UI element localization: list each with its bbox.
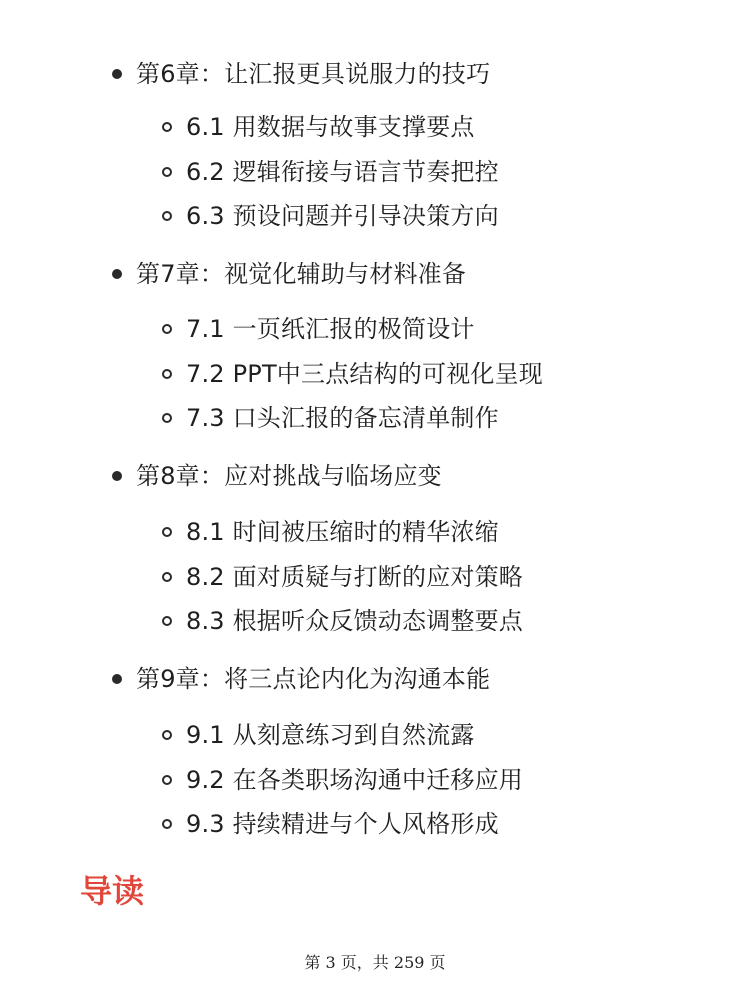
chapter-title: 第9章：将三点论内化为沟通本能 — [136, 664, 491, 693]
section-title: 8.1 时间被压缩时的精华浓缩 — [186, 517, 499, 546]
section-title: 6.1 用数据与故事支撑要点 — [186, 112, 475, 141]
section-title: 8.2 面对质疑与打断的应对策略 — [186, 562, 523, 591]
bullet-disc-icon — [112, 69, 122, 79]
toc-section-8-2 — [162, 559, 722, 595]
section-title: 7.3 口头汇报的备忘清单制作 — [186, 403, 499, 432]
toc-section-6-2 — [162, 154, 722, 190]
bullet-circle-icon — [162, 572, 172, 582]
toc-chapter-8 — [112, 456, 712, 496]
toc-section-8-3 — [162, 603, 722, 639]
section-title: 9.3 持续精进与个人风格形成 — [186, 809, 499, 838]
toc-chapter-9 — [112, 659, 712, 699]
toc-section-6-1 — [162, 109, 722, 145]
toc-section-7-1 — [162, 311, 722, 347]
bullet-disc-icon — [112, 471, 122, 481]
toc-chapter-6 — [112, 54, 712, 94]
toc-section-9-3 — [162, 806, 722, 842]
bullet-disc-icon — [112, 269, 122, 279]
section-title: 9.1 从刻意练习到自然流露 — [186, 720, 475, 749]
bullet-circle-icon — [162, 527, 172, 537]
page-number-footer: 第 3 页，共 259 页 — [304, 953, 446, 972]
bullet-circle-icon — [162, 730, 172, 740]
toc-section-7-3 — [162, 400, 722, 436]
bullet-circle-icon — [162, 122, 172, 132]
bullet-disc-icon — [112, 674, 122, 684]
bullet-circle-icon — [162, 819, 172, 829]
section-title: 6.3 预设问题并引导决策方向 — [186, 201, 499, 230]
bullet-circle-icon — [162, 413, 172, 423]
bullet-circle-icon — [162, 775, 172, 785]
toc-section-7-2 — [162, 356, 722, 392]
toc-section-9-2 — [162, 762, 722, 798]
bullet-circle-icon — [162, 167, 172, 177]
section-title: 9.2 在各类职场沟通中迁移应用 — [186, 765, 523, 794]
chapter-title: 第7章：视觉化辅助与材料准备 — [136, 259, 467, 288]
chapter-title: 第6章：让汇报更具说服力的技巧 — [136, 59, 491, 88]
toc-chapter-7 — [112, 254, 712, 294]
section-title: 6.2 逻辑衔接与语言节奏把控 — [186, 157, 499, 186]
bullet-circle-icon — [162, 324, 172, 334]
section-title: 7.1 一页纸汇报的极简设计 — [186, 314, 475, 343]
bullet-circle-icon — [162, 369, 172, 379]
toc-section-9-1 — [162, 717, 722, 753]
section-title: 8.3 根据听众反馈动态调整要点 — [186, 606, 523, 635]
section-heading: 导读 — [80, 872, 145, 910]
chapter-title: 第8章：应对挑战与临场应变 — [136, 461, 442, 490]
section-title: 7.2 PPT中三点结构的可视化呈现 — [186, 359, 544, 388]
bullet-circle-icon — [162, 211, 172, 221]
toc-section-6-3 — [162, 198, 722, 234]
toc-section-8-1 — [162, 514, 722, 550]
bullet-circle-icon — [162, 616, 172, 626]
